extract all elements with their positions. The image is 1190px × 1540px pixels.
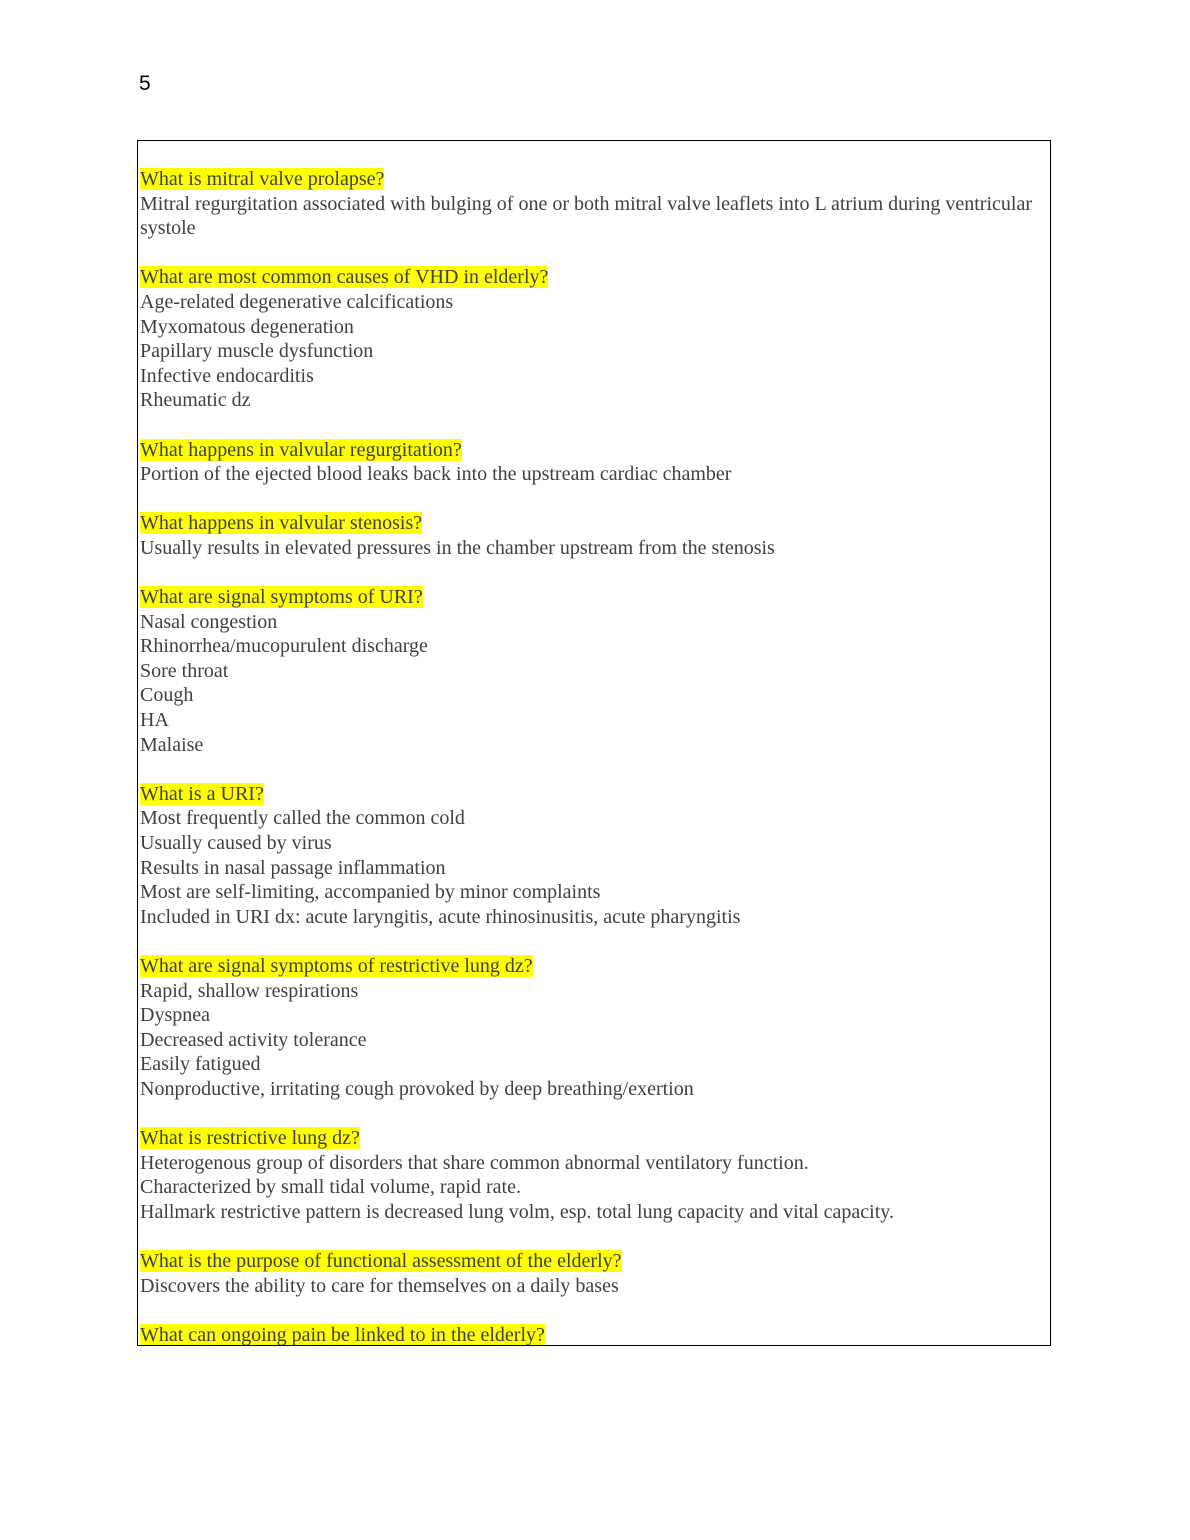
qa-block-valvular-regurgitation [140, 438, 1050, 487]
answer-line: Usually caused by virus [140, 832, 332, 855]
question-highlight: What are signal symptoms of URI? [140, 586, 423, 609]
answer-line: Sore throat [140, 659, 229, 682]
question-highlight: What happens in valvular stenosis? [140, 512, 423, 535]
question-highlight: What are most common causes of VHD in elderly? [140, 266, 549, 289]
question-highlight: What is a URI? [140, 782, 264, 805]
question [140, 585, 1050, 610]
answer-line: Portion of the ejected blood leaks back into the upstream cardiac chamber [140, 463, 732, 486]
qa-block-restrictive-symptoms [140, 954, 1050, 1102]
answer-line: Heterogenous group of disorders that share common abnormal ventilatory function. [140, 1151, 809, 1174]
question [140, 1249, 1050, 1274]
question [140, 438, 1050, 463]
answer-line: Results in nasal passage inflammation [140, 856, 446, 879]
answer-line: Age-related degenerative calcifications [140, 290, 454, 313]
question-highlight: What happens in valvular regurgitation? [140, 438, 462, 461]
question-highlight: What is mitral valve prolapse? [140, 168, 385, 190]
answer-line: Discovers the ability to care for themselves on a daily bases [140, 1274, 619, 1297]
answer-line: Easily fatigued [140, 1053, 261, 1076]
question-highlight: What is the purpose of functional assessment of the elderly? [140, 1250, 622, 1273]
question-highlight: What can ongoing pain be linked to in the elderly? [140, 1323, 545, 1346]
answer-line: Decreased activity tolerance [140, 1028, 367, 1051]
qa-block-valvular-stenosis [140, 511, 1050, 560]
answer-line: Usually results in elevated pressures in the chamber upstream from the stenosis [140, 536, 775, 559]
question [140, 782, 1050, 807]
answer-line: Hallmark restrictive pattern is decreased lung volm, esp. total lung capacity and vital capacity. [140, 1200, 894, 1223]
answer-line: Malaise [140, 733, 204, 756]
page-number: 5 [139, 72, 151, 95]
qa-block-what-is-uri [140, 782, 1050, 930]
answer-line: Most are self-limiting, accompanied by minor complaints [140, 881, 601, 904]
answer-line: Infective endocarditis [140, 364, 314, 387]
answer-line: Rapid, shallow respirations [140, 979, 359, 1002]
question-highlight: What are signal symptoms of restrictive lung dz? [140, 955, 533, 977]
answer-line: Cough [140, 684, 194, 707]
qa-block-vhd-causes [140, 265, 1050, 413]
question [140, 511, 1050, 536]
qa-block-uri-symptoms [140, 585, 1050, 757]
answer-line: Dyspnea [140, 1004, 210, 1027]
answer-line: HA [140, 709, 169, 732]
qa-block-ongoing-pain [140, 1323, 1050, 1346]
answer-line: Most frequently called the common cold [140, 807, 465, 830]
answer-line: Papillary muscle dysfunction [140, 340, 374, 363]
question [140, 1323, 1050, 1346]
question [140, 954, 1050, 979]
question [140, 1126, 1050, 1151]
question-highlight: What is restrictive lung dz? [140, 1127, 360, 1150]
question [140, 167, 1050, 192]
qa-box [137, 140, 1051, 1346]
answer-line: Characterized by small tidal volume, rapid rate. [140, 1176, 521, 1199]
answer-line: Mitral regurgitation associated with bulging of one or both mitral valve leaflets into L atrium during ventricular systole [140, 192, 1032, 240]
answer-line: Included in URI dx: acute laryngitis, acute rhinosinusitis, acute pharyngitis [140, 905, 741, 928]
qa-block-functional-assessment [140, 1249, 1050, 1298]
question [140, 265, 1050, 290]
qa-block-mitral-valve-prolapse [140, 167, 1050, 241]
qa-block-restrictive-lung [140, 1126, 1050, 1224]
answer-line: Rhinorrhea/mucopurulent discharge [140, 635, 428, 658]
answer-line: Rheumatic dz [140, 389, 251, 412]
answer-line: Myxomatous degeneration [140, 315, 354, 338]
answer-line: Nonproductive, irritating cough provoked by deep breathing/exertion [140, 1077, 694, 1100]
answer-line: Nasal congestion [140, 610, 278, 633]
